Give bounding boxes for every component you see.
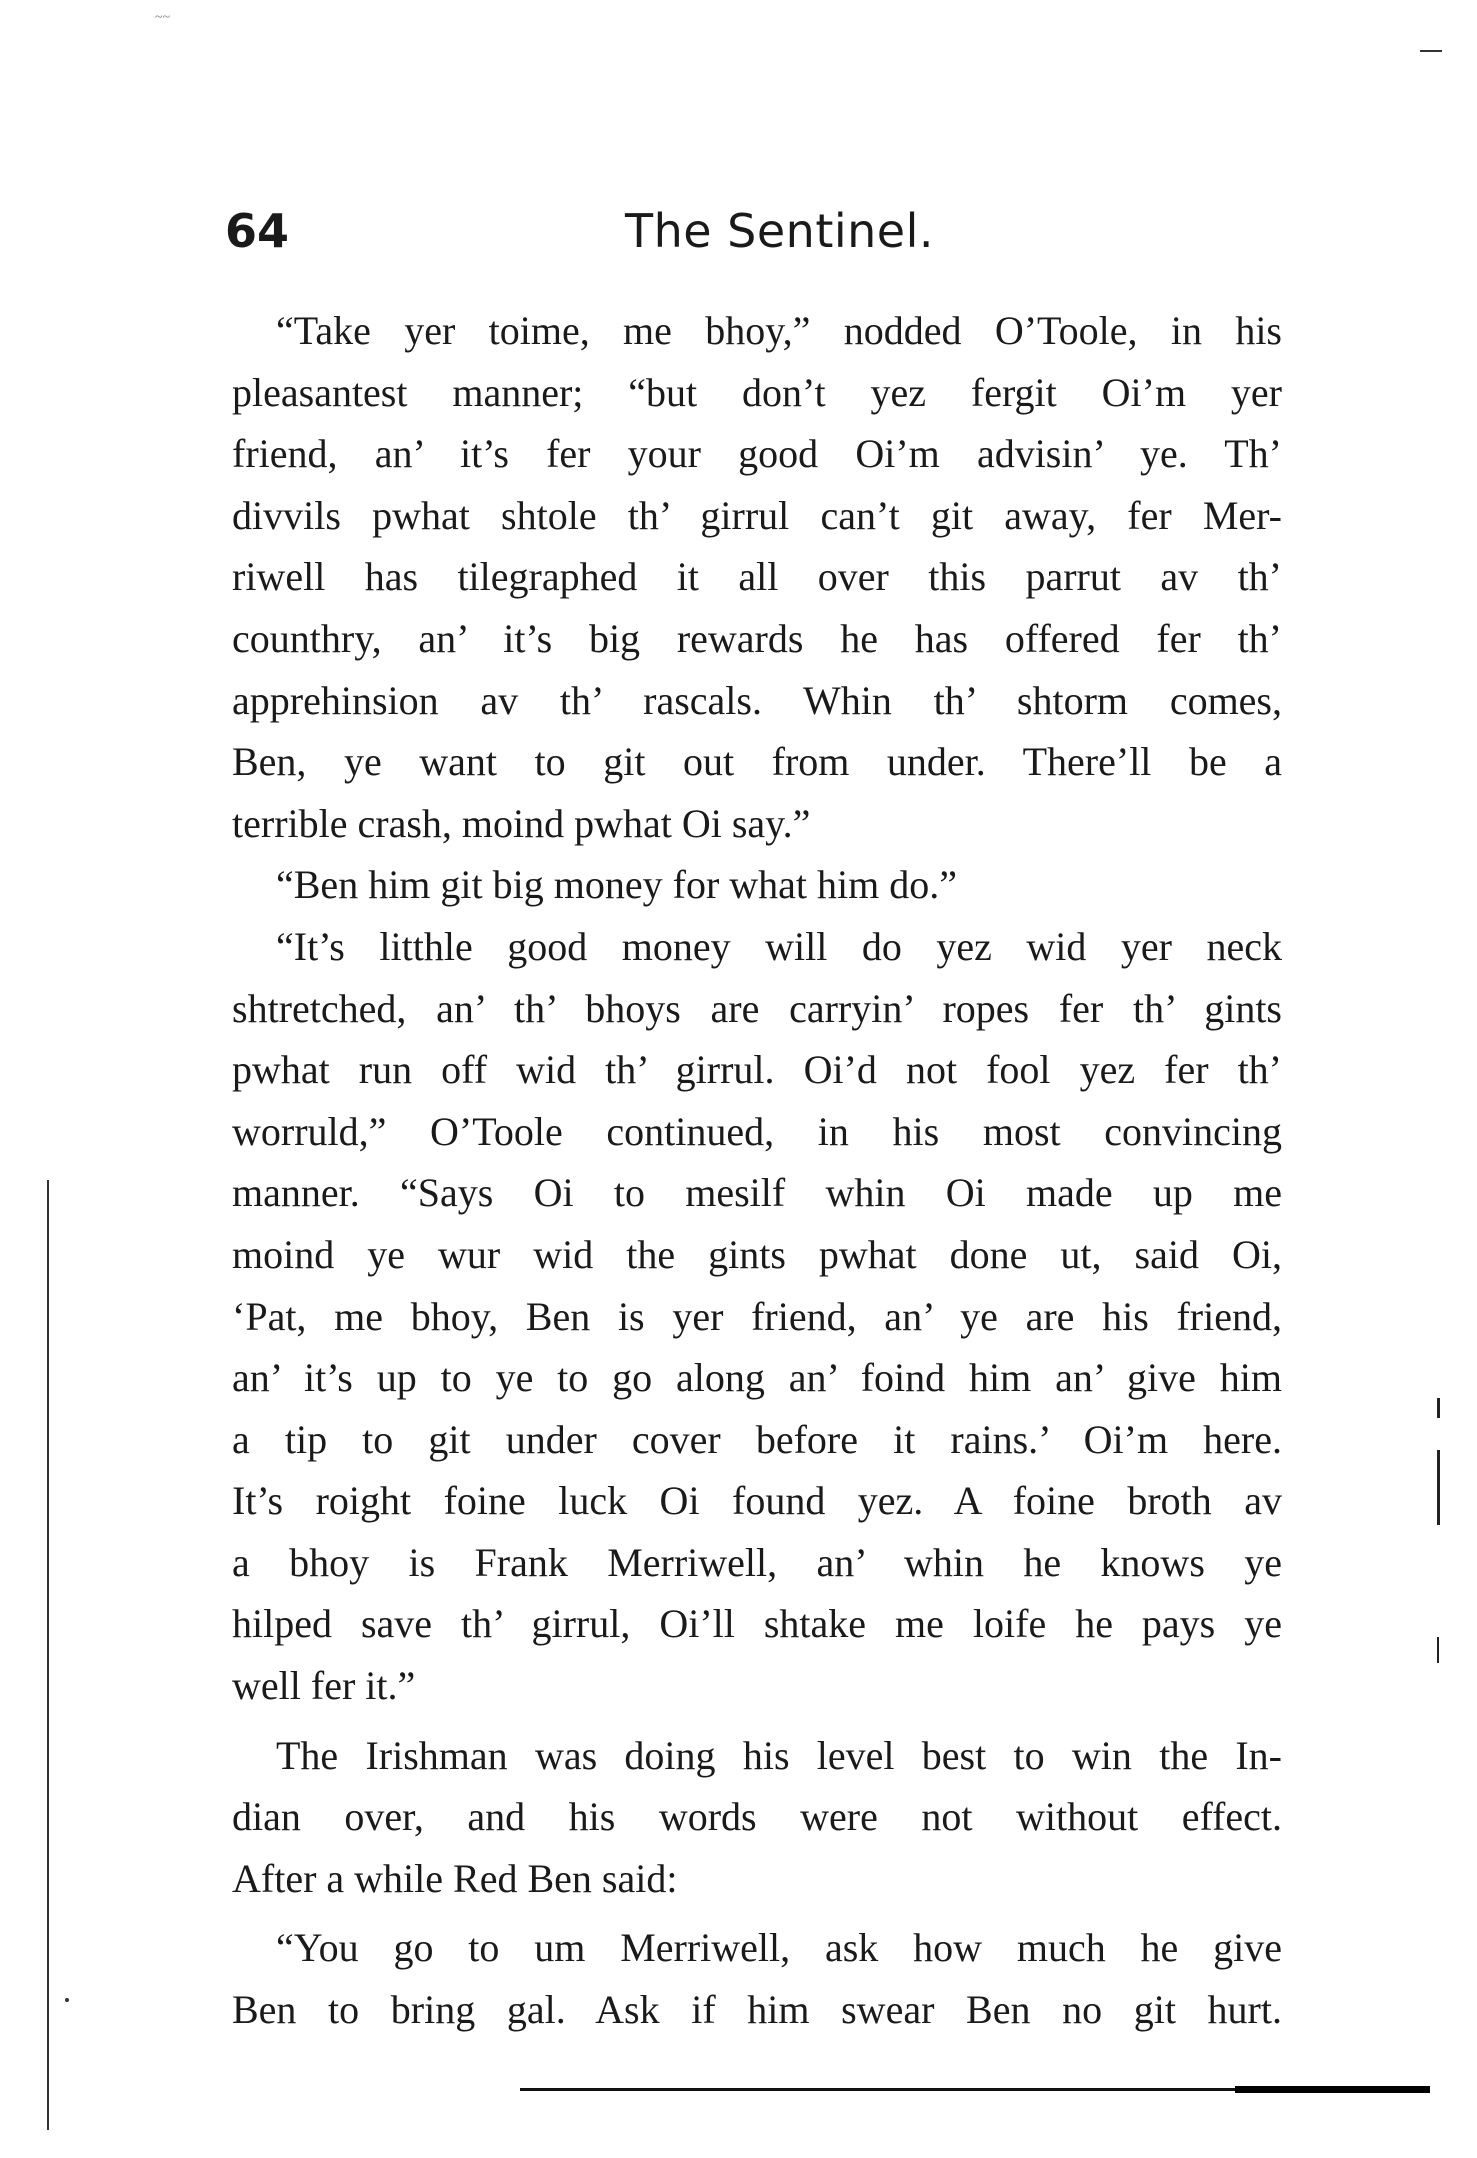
text-line: After a while Red Ben said: [232,1855,678,1901]
scan-dot [65,1998,69,2002]
text-line: a tip to git under cover before it rains.’ Oi’m here. [232,1416,1282,1462]
text-line: pwhat run off wid th’ girrul. Oi’d not fool yez fer th’ [232,1047,1282,1093]
text-line: a bhoy is Frank Merriwell, an’ whin he knows ye [232,1539,1282,1585]
text-line: divvils pwhat shtole th’ girrul can’t git away, fer Mer- [232,492,1282,538]
text-line: terrible crash, moind pwhat Oi say.” [232,800,811,846]
text-line: well fer it.” [232,1663,416,1709]
scan-mark-top-right [1420,50,1442,52]
text-line: “It’s litthle good money will do yez wid yer neck [276,923,1282,969]
text-line: shtretched, an’ th’ bhoys are carryin’ ropes fer th’ gints [232,985,1282,1031]
binding-edge-line [47,1180,49,2130]
scan-speck: ~~ [155,10,171,25]
text-line: The Irishman was doing his level best to win the In- [276,1732,1282,1778]
scan-mark-right-3 [1437,1637,1439,1663]
text-line: friend, an’ it’s fer your good Oi’m advisin’ ye. Th’ [232,431,1282,477]
text-line: Ben to bring gal. Ask if him swear Ben no git hurt. [232,1987,1282,2033]
text-line: “Ben him git big money for what him do.” [276,862,957,908]
text-line: ‘Pat, me bhoy, Ben is yer friend, an’ ye are his friend, [232,1293,1282,1339]
bottom-rule-heavy [1235,2086,1430,2093]
text-line: Ben, ye want to git out from under. There’ll be a [232,739,1282,785]
text-line: an’ it’s up to ye to go along an’ foind him an’ give him [232,1355,1282,1401]
text-line: dian over, and his words were not without effect. [232,1794,1282,1840]
text-line: riwell has tilegraphed it all over this parrut av th’ [232,554,1282,600]
text-line: worruld,” O’Toole continued, in his most convincing [232,1108,1282,1154]
scan-mark-right-2 [1437,1450,1440,1525]
text-line: manner. “Says Oi to mesilf whin Oi made up me [232,1170,1282,1216]
text-line: moind ye wur wid the gints pwhat done ut, said Oi, [232,1231,1282,1277]
text-line: pleasantest manner; “but don’t yez fergit Oi’m yer [232,369,1282,415]
running-title: The Sentinel. [625,204,935,258]
text-line: “Take yer toime, me bhoy,” nodded O’Toole, in his [276,308,1282,353]
scan-mark-right-1 [1437,1398,1440,1418]
text-line: counthry, an’ it’s big rewards he has offered fer th’ [232,615,1282,661]
text-line: apprehinsion av th’ rascals. Whin th’ shtorm comes, [232,677,1282,723]
page-number: 64 [225,204,290,258]
text-line: “You go to um Merriwell, ask how much he give [276,1925,1282,1971]
text-line: hilped save th’ girrul, Oi’ll shtake me loife he pays ye [232,1601,1282,1647]
text-line: It’s roight foine luck Oi found yez. A foine broth av [232,1478,1282,1524]
body-text [232,300,1282,2041]
